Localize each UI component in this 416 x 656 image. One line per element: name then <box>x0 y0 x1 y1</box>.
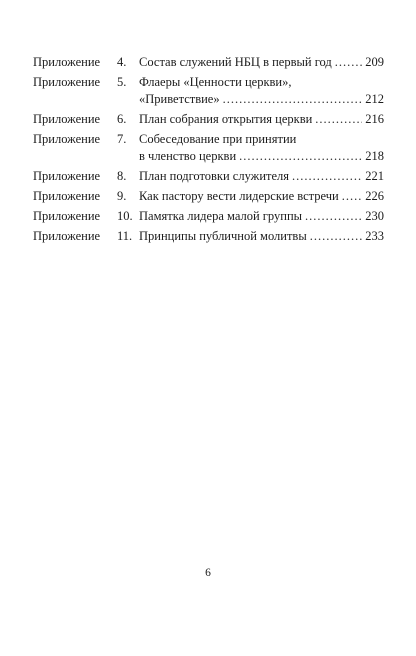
dot-leader <box>292 168 362 185</box>
entry-page-number: 230 <box>365 209 384 223</box>
entry-page-number: 218 <box>365 149 384 163</box>
entry-number: 6. <box>117 112 127 126</box>
entry-title-continuation: «Приветствие» <box>139 92 220 106</box>
entry-page-number: 226 <box>365 189 384 203</box>
toc-entry-appendix-6 <box>33 111 384 128</box>
entry-label: Приложение <box>33 112 101 126</box>
entry-number: 4. <box>117 55 127 69</box>
entry-title: Памятка лидера малой группы <box>139 209 303 223</box>
entry-number: 7. <box>117 132 127 146</box>
dot-leader <box>305 208 362 225</box>
entry-title: Состав служений НБЦ в первый год <box>139 55 332 69</box>
dot-leader <box>342 188 363 205</box>
toc-entry-appendix-8 <box>33 168 384 185</box>
entry-title: План собрания открытия церкви <box>139 112 313 126</box>
dot-leader <box>223 91 363 108</box>
entry-page-number: 212 <box>365 92 384 106</box>
toc-entry-appendix-7 <box>33 131 384 165</box>
entry-label: Приложение <box>33 209 101 223</box>
dot-leader <box>315 111 362 128</box>
entry-label: Приложение <box>33 55 101 69</box>
entry-number: 10. <box>117 209 133 223</box>
toc-entry-appendix-10 <box>33 208 384 225</box>
page-folio-number: 6 <box>205 567 211 579</box>
entry-page-number: 216 <box>365 112 384 126</box>
toc-entry-appendix-9 <box>33 188 384 205</box>
entry-number: 9. <box>117 189 127 203</box>
table-of-contents <box>33 54 384 248</box>
entry-title: Собеседование при принятии <box>139 132 297 146</box>
entry-label: Приложение <box>33 229 101 243</box>
entry-label: Приложение <box>33 75 101 89</box>
entry-title-continuation: в членство церкви <box>139 149 237 163</box>
toc-entry-appendix-11 <box>33 228 384 245</box>
entry-number: 5. <box>117 75 127 89</box>
entry-page-number: 221 <box>365 169 384 183</box>
toc-entry-appendix-5 <box>33 74 384 108</box>
entry-title: Как пастору вести лидерские встречи <box>139 189 339 203</box>
entry-title: План подготовки служителя <box>139 169 289 183</box>
entry-label: Приложение <box>33 132 101 146</box>
entry-title: Флаеры «Ценности церкви», <box>139 75 292 89</box>
entry-page-number: 233 <box>365 229 384 243</box>
entry-number: 8. <box>117 169 127 183</box>
dot-leader <box>239 148 362 165</box>
entry-number: 11. <box>117 229 133 243</box>
dot-leader <box>335 54 362 71</box>
entry-title: Принципы публичной молитвы <box>139 229 307 243</box>
toc-entry-appendix-4 <box>33 54 384 71</box>
entry-label: Приложение <box>33 189 101 203</box>
entry-label: Приложение <box>33 169 101 183</box>
dot-leader <box>310 228 363 245</box>
entry-page-number: 209 <box>365 55 384 69</box>
